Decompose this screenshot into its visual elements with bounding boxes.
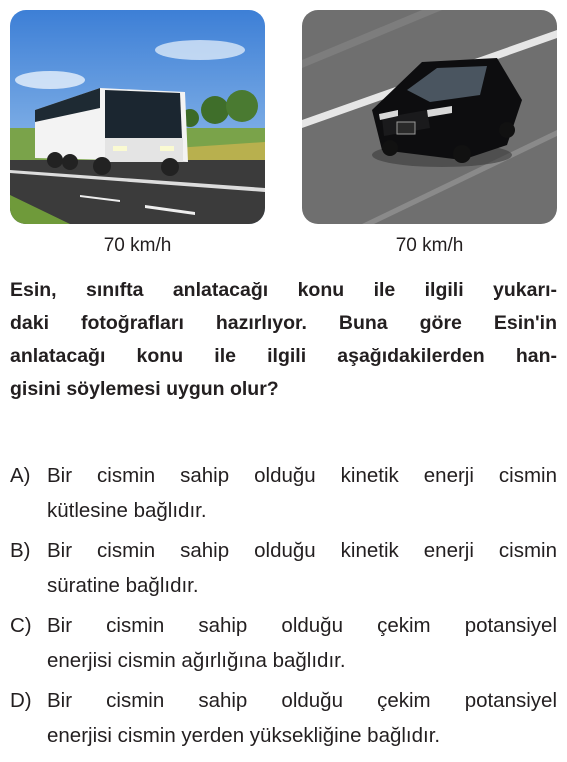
question-line: gisini söylemesi uygun olur? (10, 378, 279, 400)
option-a[interactable] (10, 458, 557, 533)
option-line: Bir cismin sahip olduğu kinetik enerji cismin (47, 539, 557, 562)
question-text (10, 274, 557, 406)
bus-speed-caption: 70 km/h (103, 235, 172, 256)
option-line: Bir cismin sahip olduğu çekim potansiyel (47, 689, 557, 712)
option-line: Bir cismin sahip olduğu çekim potansiyel (47, 614, 557, 637)
option-line: süratine bağlıdır. (47, 574, 199, 597)
bus-photo (10, 10, 265, 224)
question-line: Esin, sınıfta anlatacağı konu ile ilgili yukarı- (10, 279, 557, 301)
answer-options (10, 458, 557, 758)
option-letter: D) (10, 689, 32, 712)
option-letter: B) (10, 539, 31, 562)
option-letter: C) (10, 614, 32, 637)
question-line: daki fotoğrafları hazırlıyor. Buna göre Esin'in (10, 312, 557, 334)
option-line: kütlesine bağlıdır. (47, 499, 207, 522)
option-b[interactable] (10, 533, 557, 608)
option-letter: A) (10, 464, 31, 487)
option-line: Bir cismin sahip olduğu kinetik enerji cismin (47, 464, 557, 487)
option-d[interactable] (10, 683, 557, 758)
question-line: anlatacağı konu ile ilgili aşağıdakilerden han- (10, 345, 557, 367)
bus-illustration (10, 10, 265, 224)
option-c[interactable] (10, 608, 557, 683)
car-illustration (302, 10, 557, 224)
option-line: enerjisi cismin ağırlığına bağlıdır. (47, 649, 346, 672)
car-speed-caption: 70 km/h (395, 235, 464, 256)
option-line: enerjisi cismin yerden yüksekliğine bağlıdır. (47, 724, 441, 747)
car-photo (302, 10, 557, 224)
